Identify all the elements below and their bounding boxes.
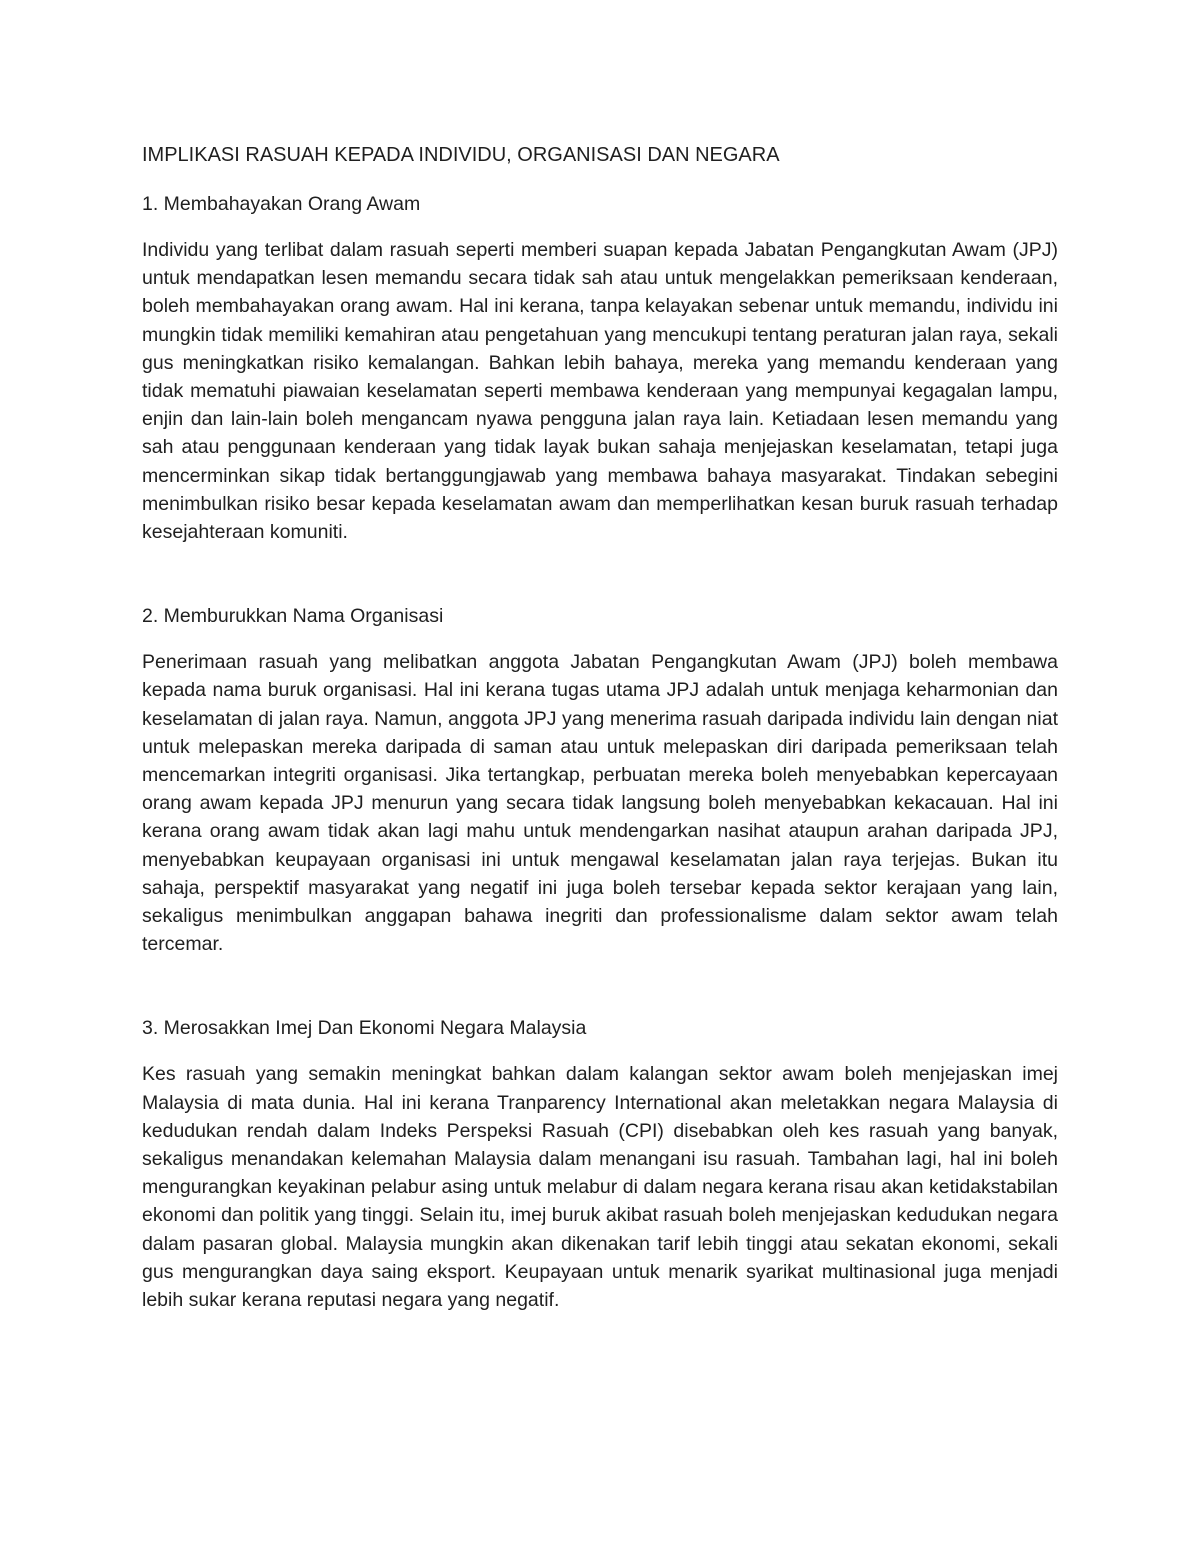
- document-page: [142, 138, 1058, 1314]
- section-merosakkan-imej-ekonomi: [142, 1014, 1058, 1314]
- section-paragraph: Penerimaan rasuah yang melibatkan anggota Jabatan Pengangkutan Awam (JPJ) boleh membawa kepada nama buruk organisasi. Hal ini kerana tugas utama JPJ adalah untuk menjaga keharmonian dan keselamatan di jalan raya. Namun, anggota JPJ yang menerima rasuah daripada individu lain dengan niat untuk melepaskan mereka daripada di saman atau untuk melepaskan diri daripada pemeriksaan telah mencemarkan integriti organisasi. Jika tertangkap, perbuatan mereka boleh menyebabkan kepercayaan orang awam kepada JPJ menurun yang secara tidak langsung boleh menyebabkan kekacauan. Hal ini kerana orang awam tidak akan lagi mahu untuk mendengarkan nasihat ataupun arahan daripada JPJ, menyebabkan keupayaan organisasi ini untuk mengawal keselamatan jalan raya terjejas. Bukan itu sahaja, perspektif masyarakat yang negatif ini juga boleh tersebar kepada sektor kerajaan yang lain, sekaligus menimbulkan anggapan bahawa inegriti dan professionalisme dalam sektor awam telah tercemar.: [142, 651, 1058, 956]
- section-paragraph: Kes rasuah yang semakin meningkat bahkan dalam kalangan sektor awam boleh menjejaskan imej Malaysia di mata dunia. Hal ini kerana Tranparency International akan meletakkan negara Malaysia di kedudukan rendah dalam Indeks Perspeksi Rasuah (CPI) disebabkan oleh kes rasuah yang banyak, sekaligus menandakan kelemahan Malaysia dalam menangani isu rasuah. Tambahan lagi, hal ini boleh mengurangkan keyakinan pelabur asing untuk melabur di dalam negara kerana risau akan ketidakstabilan ekonomi dan politik yang tinggi. Selain itu, imej buruk akibat rasuah boleh menjejaskan kedudukan negara dalam pasaran global. Malaysia mungkin akan dikenakan tarif lebih tinggi atau sekatan ekonomi, sekali gus mengurangkan daya saing eksport. Keupayaan untuk menarik syarikat multinasional juga menjadi lebih sukar kerana reputasi negara yang negatif.: [142, 1063, 1058, 1312]
- section-heading: 1. Membahayakan Orang Awam: [142, 193, 421, 215]
- section-paragraph: Individu yang terlibat dalam rasuah seperti memberi suapan kepada Jabatan Pengangkutan Awam (JPJ) untuk mendapatkan lesen memandu secara tidak sah atau untuk mengelakkan pemeriksaan kenderaan, boleh membahayakan orang awam. Hal ini kerana, tanpa kelayakan sebenar untuk memandu, individu ini mungkin tidak memiliki kemahiran atau pengetahuan yang mencukupi tentang peraturan jalan raya, sekali gus meningkatkan risiko kemalangan. Bahkan lebih bahaya, mereka yang memandu kenderaan yang tidak mematuhi piawaian keselamatan seperti membawa kenderaan yang mempunyai kegagalan lampu, enjin dan lain-lain boleh mengancam nyawa pengguna jalan raya lain. Ketiadaan lesen memandu yang sah atau penggunaan kenderaan yang tidak layak bukan sahaja menjejaskan keselamatan, tetapi juga mencerminkan sikap tidak bertanggungjawab yang membawa bahaya masyarakat. Tindakan sebegini menimbulkan risiko besar kepada keselamatan awam dan memperlihatkan kesan buruk rasuah terhadap kesejahteraan komuniti.: [142, 239, 1058, 544]
- section-membahayakan-orang-awam: [142, 190, 1058, 546]
- section-heading: 3. Merosakkan Imej Dan Ekonomi Negara Malaysia: [142, 1017, 587, 1040]
- section-memburukkan-nama-organisasi: [142, 602, 1058, 958]
- document-title: IMPLIKASI RASUAH KEPADA INDIVIDU, ORGANISASI DAN NEGARA: [142, 144, 780, 166]
- section-heading: 2. Memburukkan Nama Organisasi: [142, 605, 444, 628]
